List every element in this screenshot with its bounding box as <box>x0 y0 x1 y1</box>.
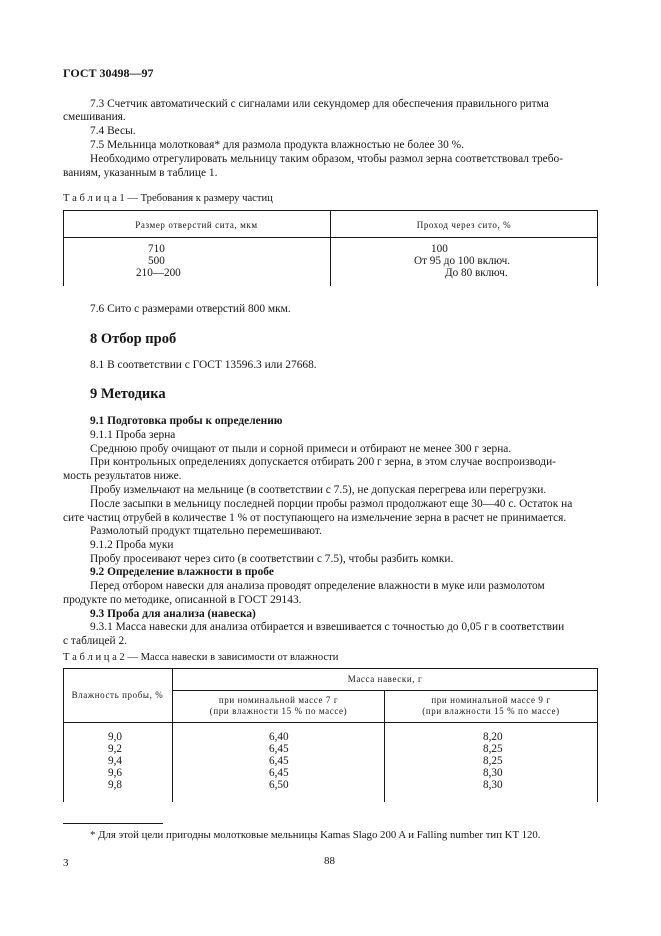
paragraph-7-5: 7.5 Мельница молотковая* для размола продукта влажностью не более 30 %. <box>90 139 464 151</box>
table-2-cell: 6,45 <box>269 743 289 755</box>
table-2-cell: 9,8 <box>108 779 122 791</box>
table-1-cell: 500 <box>148 255 165 267</box>
table-2-cell: 9,0 <box>108 731 122 743</box>
subsection-9-1: 9.1 Подготовка пробы к определению <box>90 415 283 427</box>
table-2-cell: 8,25 <box>483 755 503 767</box>
paragraph-9-line: Среднюю пробу очищают от пыли и сорной примеси и отбирают не менее 300 г зерна. <box>90 443 512 455</box>
table-2-cell: 8,20 <box>483 731 503 743</box>
page-number: 88 <box>324 855 335 867</box>
table-2-cell: 6,45 <box>269 767 289 779</box>
paragraph-7-5-note-cont: ваниям, указанным в таблице 1. <box>63 167 218 179</box>
paragraph-8-1: 8.1 В соответствии с ГОСТ 13596.3 или 27668. <box>90 359 317 371</box>
paragraph-9-line: Пробу измельчают на мельнице (в соответствии с 7.5), не допуская перегрева или перегрузки. <box>90 484 547 496</box>
section-9-heading: 9 Методика <box>90 386 166 402</box>
table-2-cell: 6,45 <box>269 755 289 767</box>
footnote-divider <box>63 823 163 824</box>
paragraph-9-line: Перед отбором навески для анализа проводят определение влажности в муке или размолотом <box>90 580 545 592</box>
table-2-subheader-7g: при номинальной массе 7 г <box>218 695 339 705</box>
paragraph-9-line: При контрольных определениях допускается отбирать 200 г зерна, в этом случае воспроизводи- <box>90 456 556 468</box>
subsection-9-1-2: 9.1.2 Проба муки <box>90 539 174 551</box>
table-1-caption: Т а б л и ц а 1 — Требования к размеру частиц <box>63 193 273 204</box>
table-2-cell: 9,4 <box>108 755 122 767</box>
table-2-cell: 8,30 <box>483 767 503 779</box>
paragraph-9-line: После засыпки в мельницу последней порции пробы размол продолжают еще 30—40 с. Остаток на <box>90 498 573 510</box>
paragraph-7-4: 7.4 Весы. <box>90 125 136 137</box>
table-2-cell: 6,50 <box>269 779 289 791</box>
paragraph-7-6: 7.6 Сито с размерами отверстий 800 мкм. <box>90 303 291 315</box>
table-1-cell: От 95 до 100 включ. <box>414 255 511 267</box>
table-2-subheader-9g: при номинальной массе 9 г <box>431 695 551 705</box>
table-1-cell: 100 <box>431 243 448 255</box>
table-2-cell: 6,40 <box>269 731 289 743</box>
subsection-9-3: 9.3 Проба для анализа (навеска) <box>90 608 256 620</box>
paragraph-9-line: 9.3.1 Масса навески для анализа отбирается и взвешивается с точностью до 0,05 г в соответствии <box>90 621 565 633</box>
paragraph-7-3: 7.3 Счетчик автоматический с сигналами или секундомер для обеспечения правильного ритма <box>90 98 549 110</box>
subsection-9-1-1: 9.1.1 Проба зерна <box>90 429 176 441</box>
section-8-heading: 8 Отбор проб <box>90 331 177 347</box>
table-2-cell: 8,25 <box>483 743 503 755</box>
paragraph-9-line: продукте по методике, описанной в ГОСТ 29143. <box>63 594 302 606</box>
paragraph-9-line: Пробу просеивают через сито (в соответствии с 7.5), чтобы разбить комки. <box>90 553 454 565</box>
table-2-cell: 8,30 <box>483 779 503 791</box>
table-2-header-sample-mass: Масса навески, г <box>347 674 423 684</box>
table-2-header-moisture: Влажность пробы, % <box>71 690 164 700</box>
paragraph-7-3-cont: смешивания. <box>63 111 126 123</box>
table-1-header-passage: Проход через сито, % <box>416 220 512 230</box>
paragraph-7-5-note: Необходимо отрегулировать мельницу таким образом, чтобы размол зерна соответствовал требо- <box>90 153 563 165</box>
paragraph-9-line: с таблицей 2. <box>63 635 128 647</box>
footnote: * Для этой цели пригодны молотковые мельницы Kamas Slago 200 A и Falling number тип KT 120. <box>90 829 541 841</box>
document-code: ГОСТ 30498—97 <box>63 66 154 80</box>
table-1-cell: До 80 включ. <box>445 267 508 279</box>
paragraph-9-line: мость результатов ниже. <box>63 470 182 482</box>
corner-mark: 3 <box>63 857 69 869</box>
table-1-header-sieve-size: Размер отверстий сита, мкм <box>135 220 258 230</box>
paragraph-9-line: Размолотый продукт тщательно перемешивают. <box>90 525 322 537</box>
table-2-subheader-7g-note: (при влажности 15 % по массе) <box>209 706 348 716</box>
table-2-subheader-9g-note: (при влажности 15 % по массе) <box>422 706 560 716</box>
table-1-cell: 210—200 <box>136 267 181 279</box>
table-2-cell: 9,2 <box>108 743 122 755</box>
subsection-9-2: 9.2 Определение влажности в пробе <box>90 566 274 578</box>
paragraph-9-line: сите частиц отрубей в количестве 1 % от поступающего на измельчение зерна в расчет не принимается. <box>63 512 567 524</box>
table-2-caption: Т а б л и ц а 2 — Масса навески в зависимости от влажности <box>63 652 339 663</box>
table-2-cell: 9,6 <box>108 767 122 779</box>
table-1-cell: 710 <box>148 243 165 255</box>
